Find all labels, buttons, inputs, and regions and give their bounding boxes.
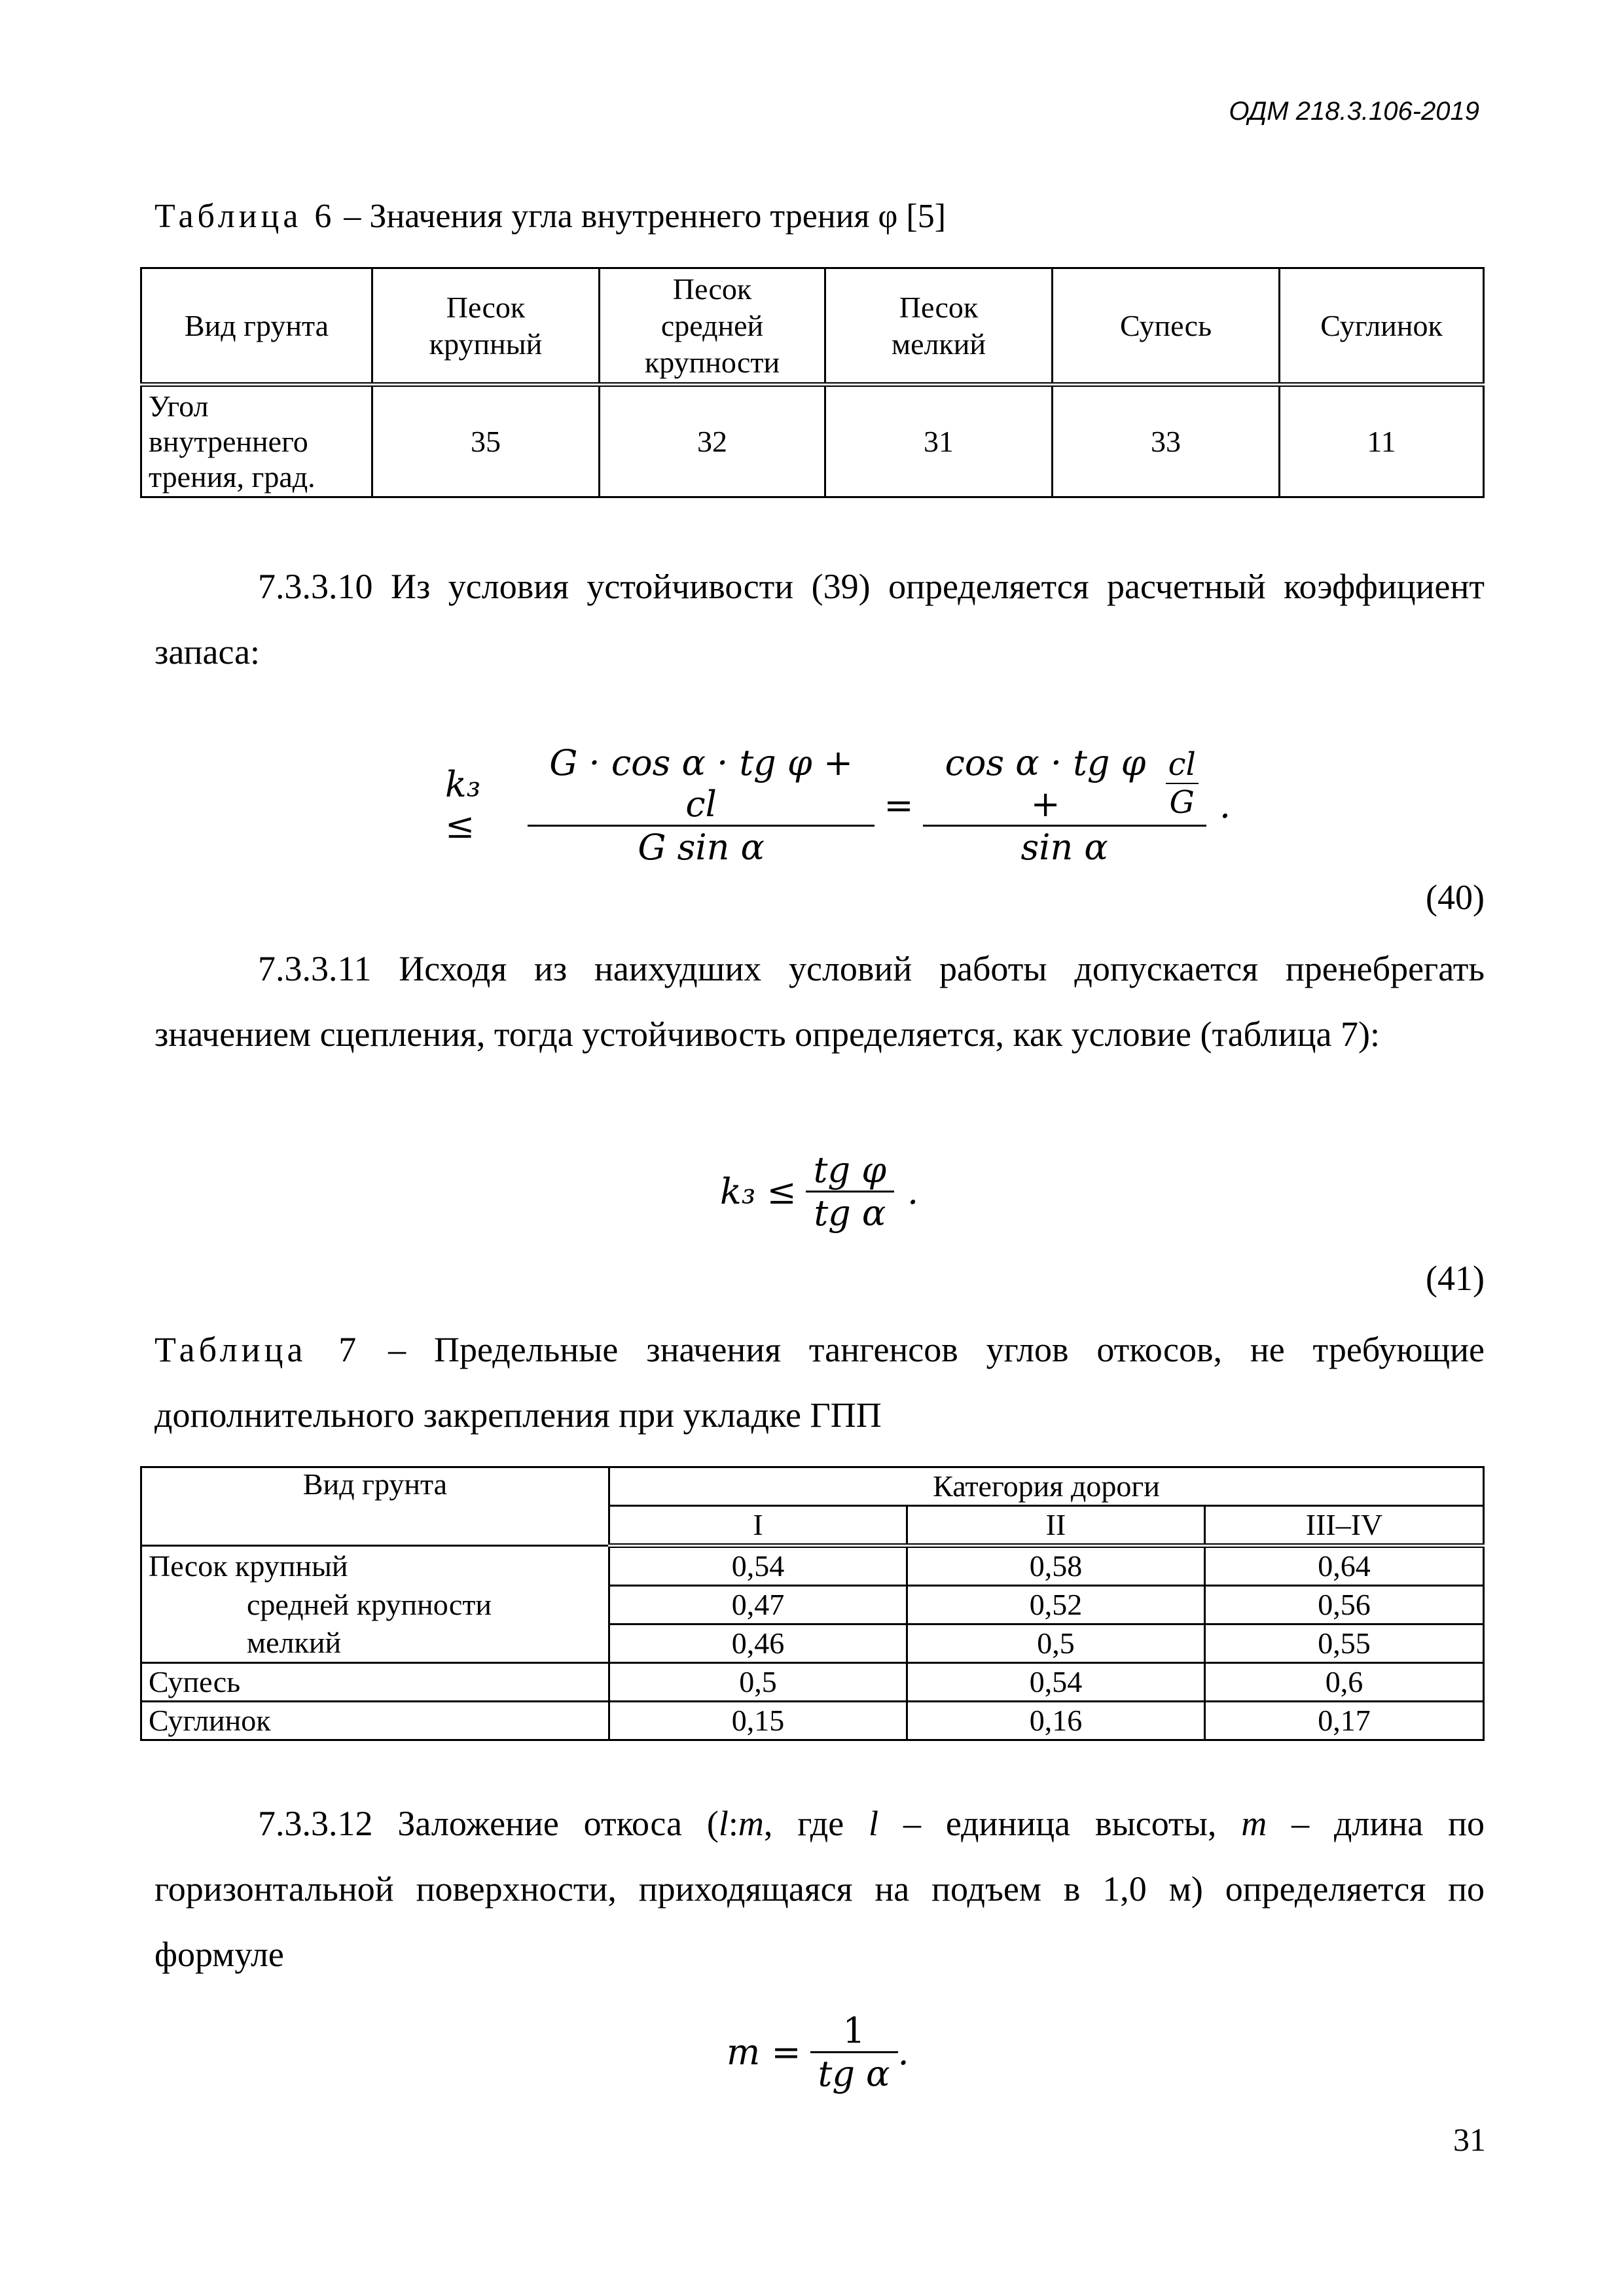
table6-value: 11 [1280, 385, 1484, 497]
table7-row [141, 1663, 1484, 1702]
eq41-numerator: tg φ [806, 1149, 894, 1193]
eq41-period: . [907, 1170, 919, 1212]
table6-caption-text: – Значения угла внутреннего трения φ [5] [335, 198, 947, 235]
table7-row [141, 1586, 1484, 1624]
eq40-frac2-numerator [923, 742, 1206, 827]
paragraph-7-3-3-11: 7.3.3.11 Исходя из наихудших условий работы допускается пренебрегать значением сцепления, тогда устойчивость определяется, как условие (таблица 7): [154, 949, 1485, 1054]
table7-row [141, 1624, 1484, 1663]
p12-text-4: – единица высоты, [878, 1804, 1242, 1843]
p12-var-m: m [1241, 1804, 1267, 1843]
table6 [140, 267, 1485, 498]
table7-cell: 0,17 [1205, 1702, 1484, 1740]
eq40-period: . [1219, 784, 1231, 826]
table6-header-cell: Песок мелкий [825, 268, 1053, 385]
eq40-frac2-denominator: sin α [1020, 827, 1108, 868]
paragraph-7-3-3-10: 7.3.3.10 Из условия устойчивости (39) определяется расчетный коэффициент запаса: [154, 567, 1485, 672]
eq40-inner-fraction [1166, 746, 1199, 821]
eq40-fraction-1 [528, 742, 875, 868]
table7-row-label: мелкий [141, 1624, 609, 1663]
equation-41-number: (41) [1426, 1259, 1485, 1298]
table7-row-label: Супесь [141, 1663, 609, 1702]
p12-var-l: l [718, 1804, 729, 1843]
table6-value: 33 [1053, 385, 1280, 497]
eq40-frac2-numerator-text: cos α · tg φ + [945, 742, 1146, 825]
table7-row-label: Суглинок [141, 1702, 609, 1740]
table7-category-cell: III–IV [1205, 1506, 1484, 1546]
table7-header-category: Категория дороги [609, 1467, 1484, 1506]
table7-cell: 0,64 [1205, 1546, 1484, 1586]
table7-cell: 0,56 [1205, 1586, 1484, 1624]
p12-var-m: m [738, 1804, 764, 1843]
eq41-lhs: k₃ ≤ [720, 1170, 797, 1212]
table6-header-cell: Песок крупный [372, 268, 600, 385]
table7 [140, 1466, 1485, 1741]
table7-cell: 0,54 [609, 1546, 907, 1586]
table6-header-cell: Песок средней крупности [600, 268, 825, 385]
table6-caption-label: Таблица 6 [154, 198, 336, 235]
eq40-frac1-denominator: G sin α [638, 827, 765, 868]
table7-cell: 0,5 [609, 1663, 907, 1702]
table7-cell: 0,47 [609, 1586, 907, 1624]
table7-caption [154, 1317, 1485, 1448]
table7-row-label: Песок крупный [141, 1546, 609, 1586]
table6-header-cell: Супесь [1053, 268, 1280, 385]
table7-cell: 0,52 [907, 1586, 1205, 1624]
table7-row [141, 1702, 1484, 1740]
table6-row-label: Угол внутреннего трения, град. [141, 385, 372, 497]
eqm-period: . [897, 2031, 909, 2073]
p12-text-3: , где [763, 1804, 869, 1843]
table6-value: 35 [372, 385, 600, 497]
table7-header-row-1 [141, 1467, 1484, 1506]
table7-cell: 0,55 [1205, 1624, 1484, 1663]
table7-cell: 0,6 [1205, 1663, 1484, 1702]
eq41-fraction [806, 1149, 894, 1234]
table6-header-cell: Суглинок [1280, 268, 1484, 385]
p12-text-5: – длина по горизонтальной поверхности, приходящаяся на подъем в 1,0 м) определяется по формуле [154, 1804, 1485, 1974]
paragraph-7-3-3-12 [154, 1791, 1485, 1987]
eq40-inner-numerator: cl [1166, 746, 1199, 784]
eq40-equals: = [884, 784, 914, 826]
table7-cell: 0,16 [907, 1702, 1205, 1740]
table7-cell: 0,46 [609, 1624, 907, 1663]
table7-caption-text: – Предельные значения тангенсов углов откосов, не требующие дополнительного закрепления при укладке ГПП [154, 1330, 1485, 1435]
table6-data-row [141, 385, 1484, 497]
table6-header-cell: Вид грунта [141, 268, 372, 385]
eq40-inner-denominator: G [1169, 784, 1195, 821]
eq41-denominator: tg α [814, 1192, 886, 1234]
eqm-lhs: m = [727, 2031, 801, 2073]
table6-value: 31 [825, 385, 1053, 497]
eq40-frac1-numerator: G · cos α · tg φ + cl [528, 742, 875, 827]
page-number: 31 [1453, 2121, 1486, 2158]
equation-m [727, 1996, 988, 2108]
equation-40 [445, 733, 1231, 877]
eqm-denominator: tg α [818, 2053, 890, 2094]
table6-value: 32 [600, 385, 825, 497]
eqm-numerator: 1 [810, 2010, 898, 2053]
table7-category-cell: I [609, 1506, 907, 1546]
table7-category-cell: II [907, 1506, 1205, 1546]
p12-var-l: l [869, 1804, 879, 1843]
table7-cell: 0,15 [609, 1702, 907, 1740]
table7-header-soil: Вид грунта [141, 1467, 609, 1546]
table7-row [141, 1546, 1484, 1586]
eq40-lhs: k₃ ≤ [445, 764, 481, 846]
eq40-fraction-2 [923, 742, 1206, 868]
table7-cell: 0,58 [907, 1546, 1205, 1586]
table6-caption [154, 196, 1485, 237]
table7-row-label: средней крупности [141, 1586, 609, 1624]
table6-header-row [141, 268, 1484, 385]
table7-caption-label: Таблица 7 [154, 1330, 361, 1369]
table7-cell: 0,5 [907, 1624, 1205, 1663]
eqm-fraction [810, 2010, 898, 2094]
table7-cell: 0,54 [907, 1663, 1205, 1702]
equation-40-number: (40) [1426, 878, 1485, 917]
p12-text-2: : [728, 1804, 738, 1843]
p12-text-1: 7.3.3.12 Заложение откоса ( [258, 1804, 719, 1843]
document-code: ОДМ 218.3.106-2019 [1229, 97, 1479, 126]
equation-41 [720, 1139, 1047, 1244]
